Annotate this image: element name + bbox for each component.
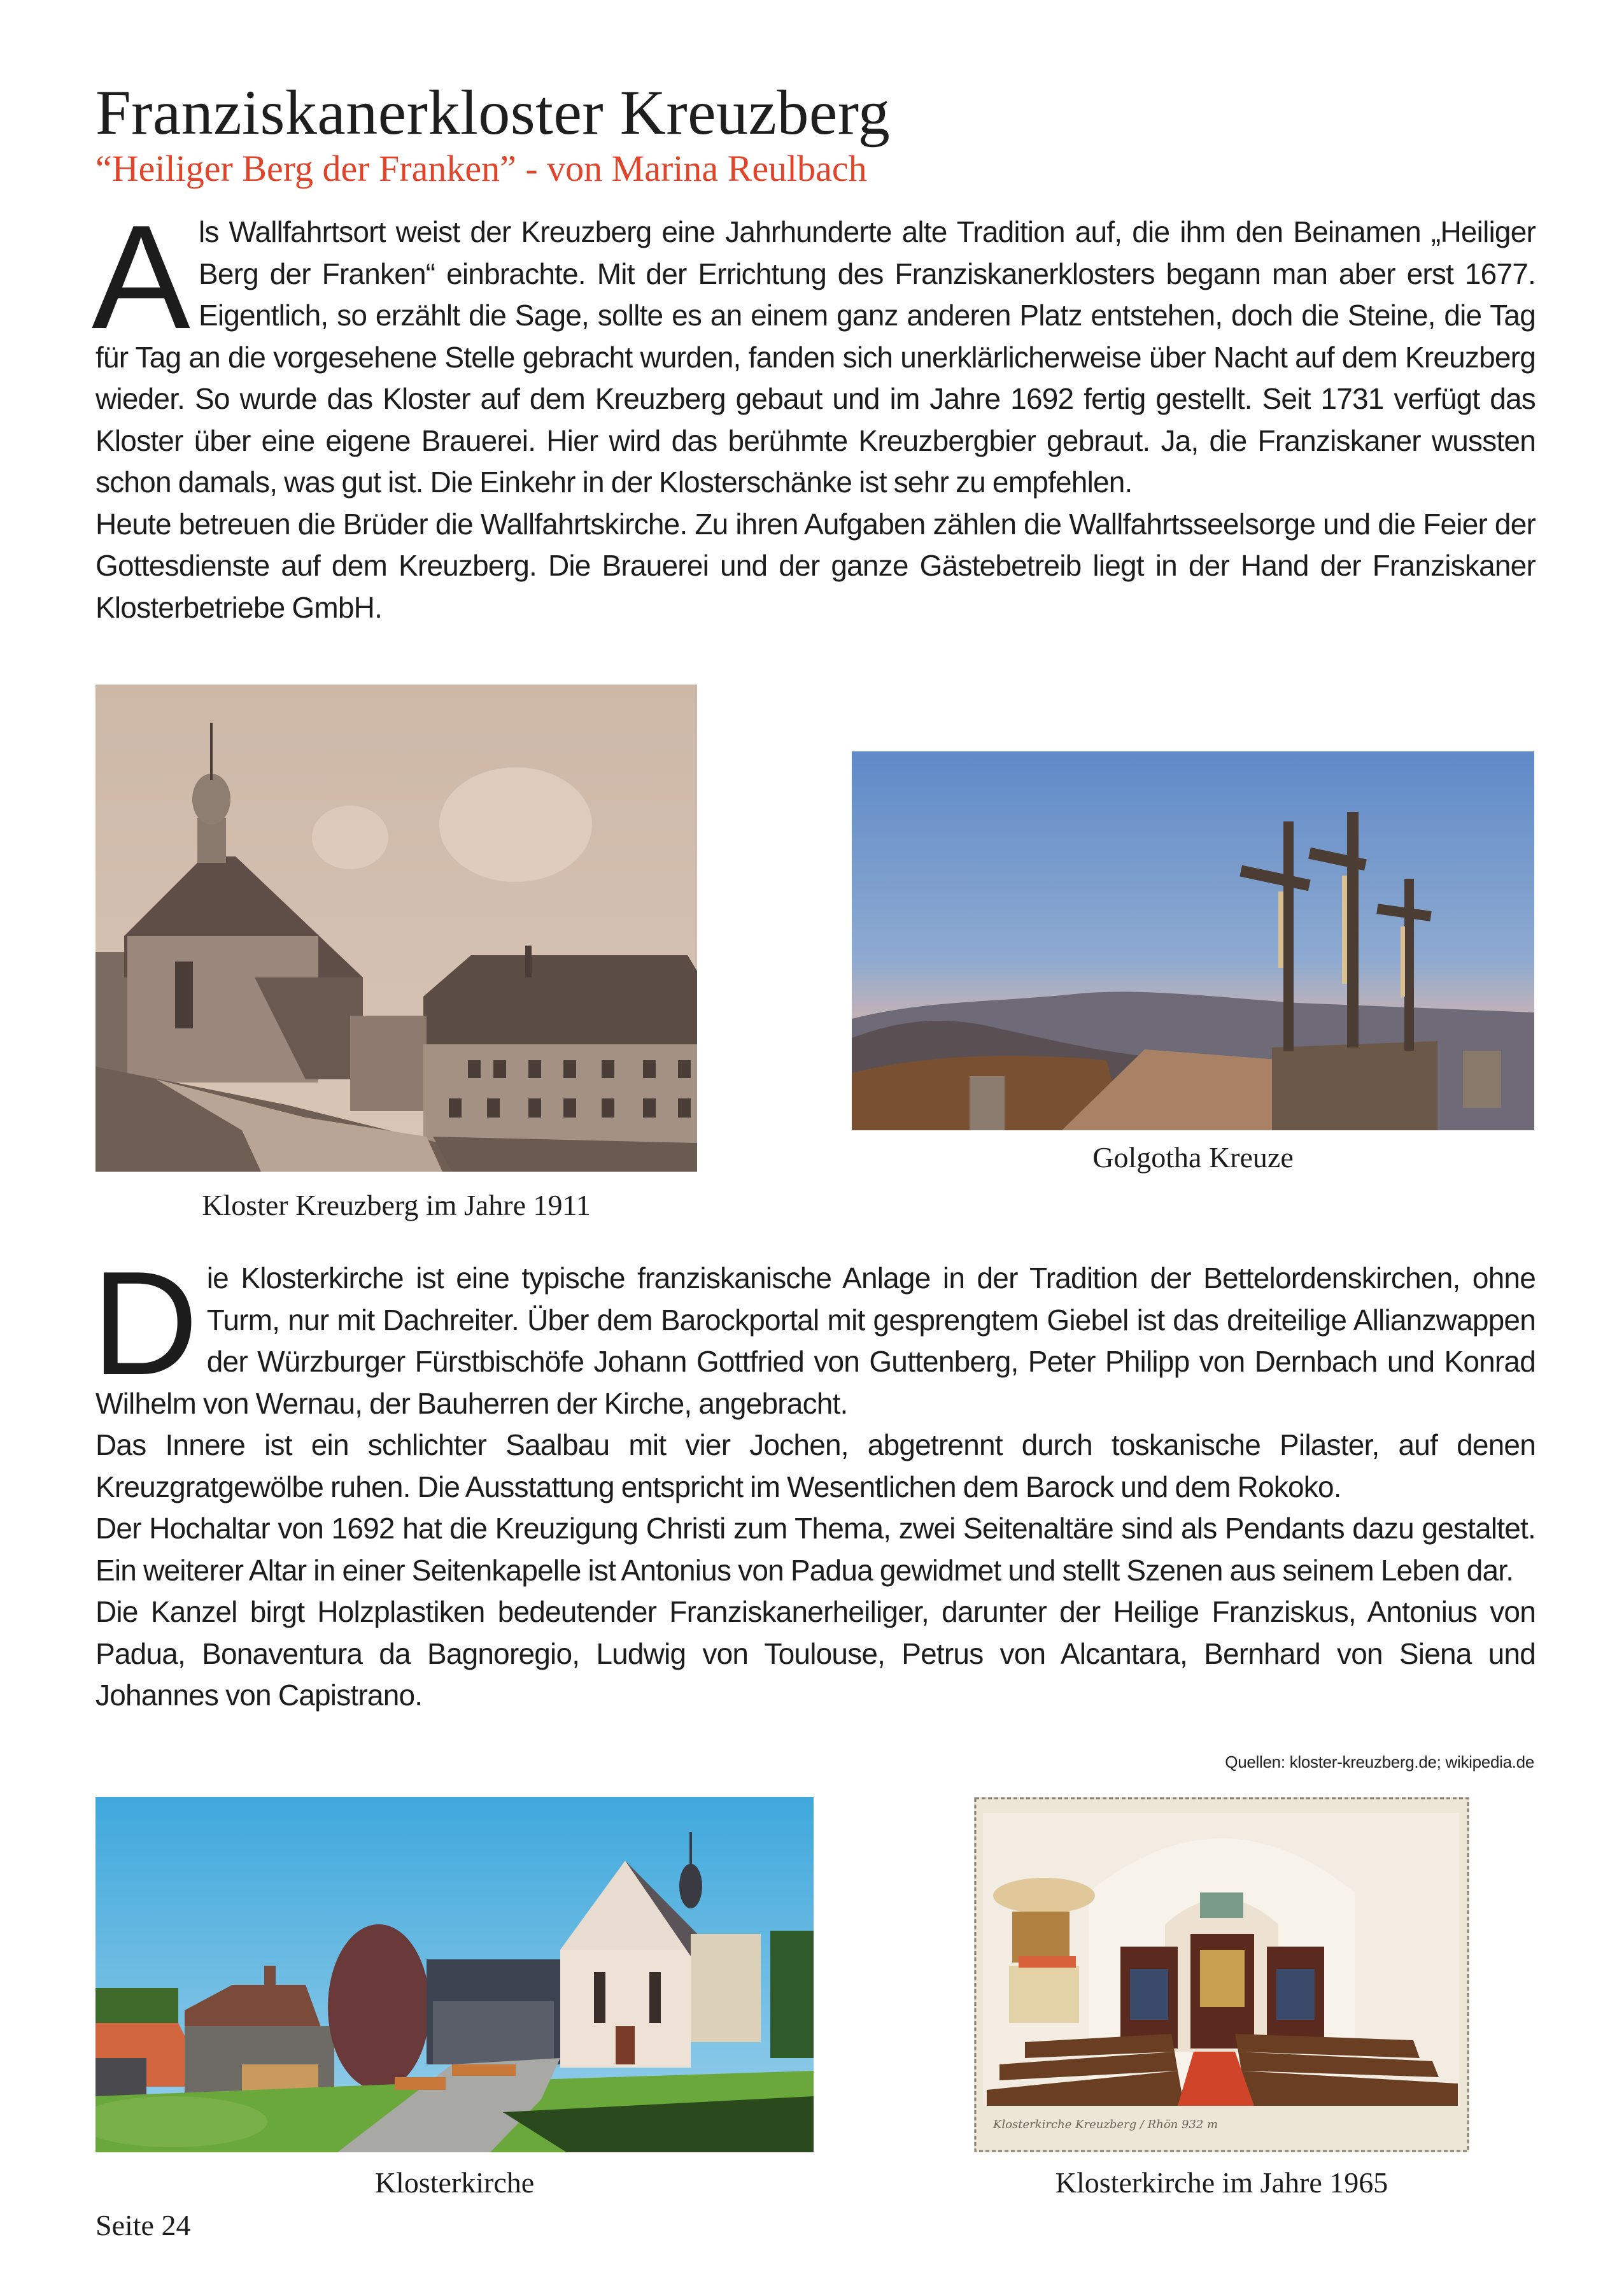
church-paragraph-1-text: ie Klosterkirche ist eine typische franziskanische Anlage in der Tradition der Bettelordenskirchen, ohne Turm, nur mit Dachreiter. Über dem Barockportal mit gesprengtem Giebel ist das dreiteilige Allianzwappen der Würzburger Fürstbischöfe Johann Gottfried von Guttenberg, Peter Philipp von Dernbach und Konrad Wilhelm von Wernau, der Bauherren der Kirche, angebracht. [95, 1261, 1536, 1420]
intro-paragraph-1 [92, 195, 1536, 504]
intro-paragraph-2: Heute betreuen die Brüder die Wallfahrtskirche. Zu ihren Aufgaben zählen die Wallfahrtsseelsorge und die Feier der Gottesdienste auf dem Kreuzberg. Die Brauerei und der ganze Gästebetreib liegt in der Hand der Franziskaner Klosterbetriebe GmbH. [95, 507, 1536, 624]
postcard-inscription: Klosterkirche Kreuzberg / Rhön 932 m [993, 2118, 1218, 2131]
article-title: Franziskanerkloster Kreuzberg [95, 77, 891, 148]
church-paragraph-1 [92, 1241, 1536, 1424]
dropcap-letter: D [92, 1241, 198, 1406]
intro-paragraph-1-text: ls Wallfahrtsort weist der Kreuzberg eine Jahrhunderte alte Tradition auf, die ihm den Beinamen „Heiliger Berg der Franken“ einbrachte. Mit der Errichtung des Franziskanerklosters begann man aber erst 1677. Eigentlich, so erzählt die Sage, sollte es an einem ganz anderen Platz entstehen, doch die Steine, die Tag für Tag an die vorgesehene Stelle gebracht wurden, fanden sich unerklärlicherweise über Nacht auf dem Kreuzberg wieder. So wurde das Kloster auf dem Kreuzberg gebaut und im Jahre 1692 fertig gestellt. Seit 1731 verfügt das Kloster über eine eigene Brauerei. Hier wird das berühmte Kreuzbergbier gebraut. Ja, die Franziskaner wussten schon damals, was gut ist. Die Einkehr in der Klosterschänke ist sehr zu empfehlen. [95, 215, 1536, 499]
page-number: Seite 24 [95, 2209, 191, 2241]
church-paragraph-4: Die Kanzel birgt Holzplastiken bedeutender Franziskanerheiliger, darunter der Heilige Franziskus, Antonius von Padua, Bonaventura da Bagnoregio, Ludwig von Toulouse, Petrus von Alcantara, Bernhard von Siena und Johannes von Capistrano. [95, 1595, 1536, 1712]
photo-three-crosses-icon [852, 751, 1534, 1130]
sepia-photo-monastery-icon [95, 685, 697, 1172]
caption-klosterkirche-1965: Klosterkirche im Jahre 1965 [1055, 2166, 1388, 2199]
photo-klosterkirche-1965 [974, 1797, 1469, 2152]
caption-klosterkirche: Klosterkirche [374, 2166, 535, 2199]
caption-kloster-1911: Kloster Kreuzberg im Jahre 1911 [202, 1189, 591, 1221]
church-paragraph-3: Der Hochaltar von 1692 hat die Kreuzigung Christi zum Thema, zwei Seitenaltäre sind als Pendants dazu gestaltet. Ein weiterer Altar in einer Seitenkapelle ist Antonius von Padua gewidmet und stellt Szenen aus seinem Leben dar. [95, 1512, 1536, 1587]
photo-church-interior-icon [974, 1797, 1469, 2152]
caption-golgotha: Golgotha Kreuze [1092, 1141, 1294, 1174]
photo-klosterkirche [95, 1797, 814, 2152]
church-paragraph-2: Das Innere ist ein schlichter Saalbau mit vier Jochen, abgetrennt durch toskanische Pilaster, auf denen Kreuzgratgewölbe ruhen. Die Ausstattung entspricht im Wesentlichen dem Barock und dem Rokoko. [95, 1428, 1536, 1503]
photo-church-exterior-icon [95, 1797, 814, 2152]
sources-note: Quellen: kloster-kreuzberg.de; wikipedia.de [1225, 1752, 1534, 1771]
intro-section [92, 195, 1536, 628]
photo-kloster-1911 [95, 685, 697, 1172]
church-section [92, 1241, 1536, 1717]
photo-golgotha [852, 751, 1534, 1130]
article-subtitle: “Heiliger Berg der Franken” - von Marina Reulbach [95, 148, 867, 189]
dropcap-letter: A [92, 195, 190, 360]
